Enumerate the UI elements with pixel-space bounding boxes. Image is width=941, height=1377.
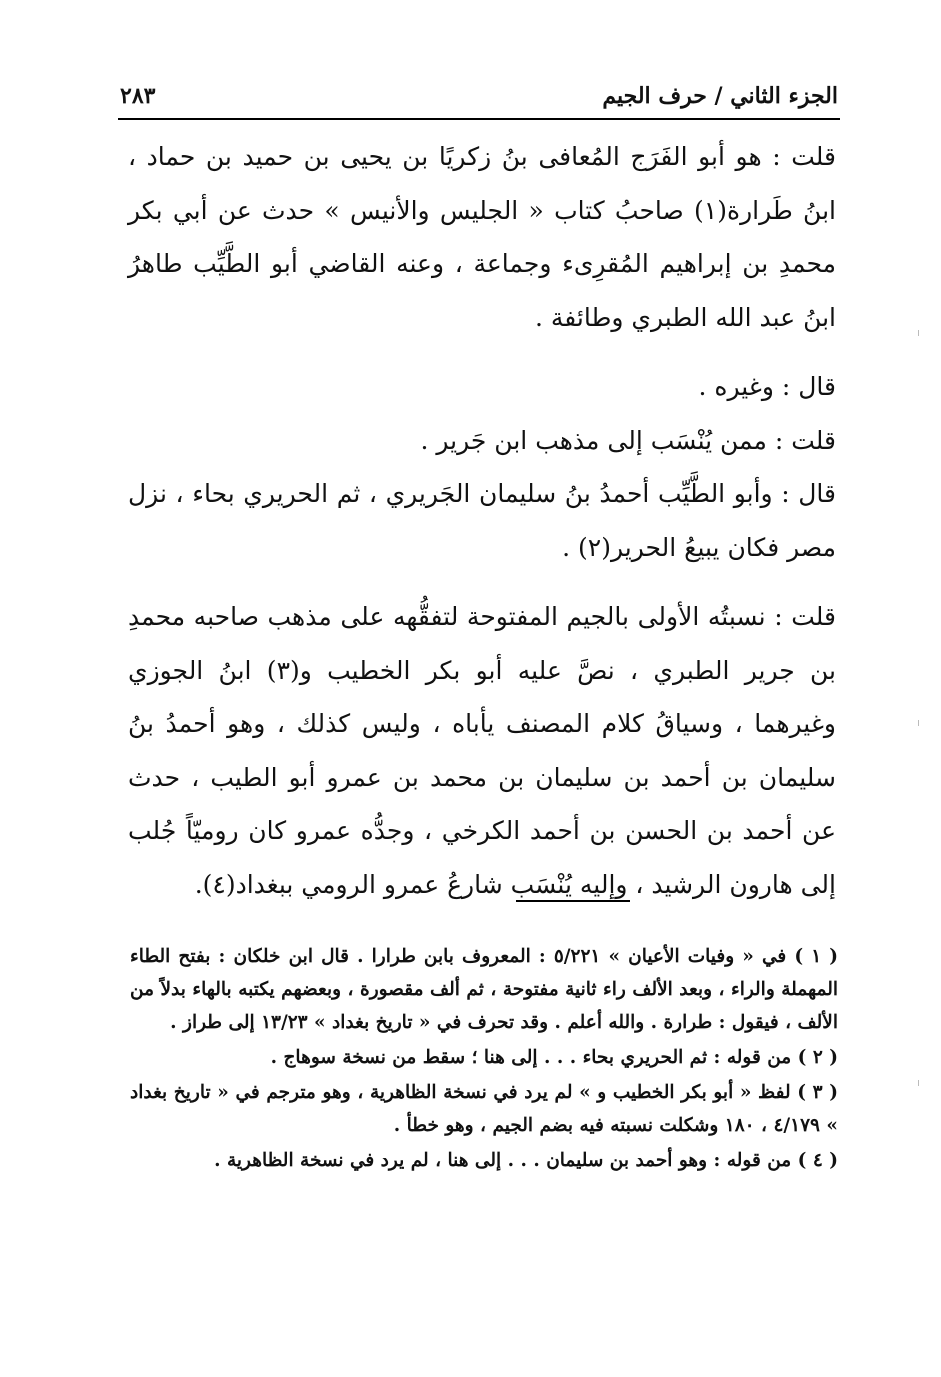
header-rule	[118, 118, 840, 120]
scan-speck	[918, 1080, 919, 1086]
page-header	[120, 74, 838, 118]
paragraph: قال : وأبو الطَّيِّب أحمدُ بنُ سليمان الجَريري ، ثم الحريري بحاء ، نزل مصر فكان يبيعُ الحرير(٢) .	[128, 479, 836, 562]
paragraph: قلت : نسبتُه الأولى بالجيم المفتوحة لتفقُّهه على مذهب صاحبه محمدِ بن جرير الطبري ، نصَّ عليه أبو بكر الخطيب و(٣) ابنُ الجوزي وغيرهما ، وسياقُ كلام المصنف يأباه ، وليس كذلك ، وهو أحمدُ بنُ سليمان بن أحمد بن سليمان بن محمد بن عمرو أبو الطيب ، حدث عن أحمد بن الحسن بن أحمد الكرخي ، وجدُّه عمرو كان روميّاً جُلب إلى هارون الرشيد ، وإليه يُنْسَب شارعُ عمرو الرومي ببغداد(٤).	[128, 602, 836, 899]
footnote: ( ٣ ) لفظ « أبو بكر الخطيب و » لم يرد في نسخة الظاهرية ، وهو مترجم في « تاريخ بغداد » ٤/١٧٩ ، ١٨٠ وشكلت نسبته فيه بضم الجيم ، وهو خطأ .	[130, 1082, 838, 1136]
paragraph: قلت : هو أبو الفَرَج المُعافى بنُ زكريًا بن يحيى بن حميد بن حماد ، ابنُ طَرارة(١) صاحبُ كتاب « الجليس والأنيس » حدث عن أبي بكر محمدِ بن إبراهيم المُقرِىء وجماعة ، وعنه القاضي أبو الطَّيِّب طاهرُ ابنُ عبد الله الطبري وطائفة .	[128, 142, 836, 332]
running-title: الجزء الثاني / حرف الجيم	[602, 83, 838, 109]
footnotes	[130, 938, 838, 1177]
footnote: ( ١ ) في « وفيات الأعيان » ٥/٢٢١ : المعروف بابن طرارا . قال ابن خلكان : بفتح الطاء المهملة والراء ، وبعد الألف راء ثانية مفتوحة ، ثم ألف مقصورة ، وبعضهم يكتبه بالهاء بدلاً من الألف ، فيقول : طرارة . والله أعلم . وقد تحرف في « تاريخ بغداد » ١٣/٢٣ إلى طراز .	[130, 946, 838, 1033]
scan-speck	[918, 330, 919, 336]
footnote: ( ٢ ) من قوله : ثم الحريري بحاء . . . إلى هنا ؛ سقط من نسخة سوهاج .	[270, 1047, 838, 1068]
footnote: ( ٤ ) من قوله : وهو أحمد بن سليمان . . . إلى هنا ، لم يرد في نسخة الظاهرية .	[214, 1150, 838, 1171]
main-text	[128, 130, 836, 911]
paragraph: قلت : ممن يُنْسَب إلى مذهب ابن جَرير .	[420, 425, 836, 455]
scan-speck	[918, 720, 919, 726]
page-number: ٢٨٣	[120, 83, 156, 109]
paragraph: قال : وغيره .	[698, 372, 836, 401]
footnote-separator	[516, 900, 630, 902]
